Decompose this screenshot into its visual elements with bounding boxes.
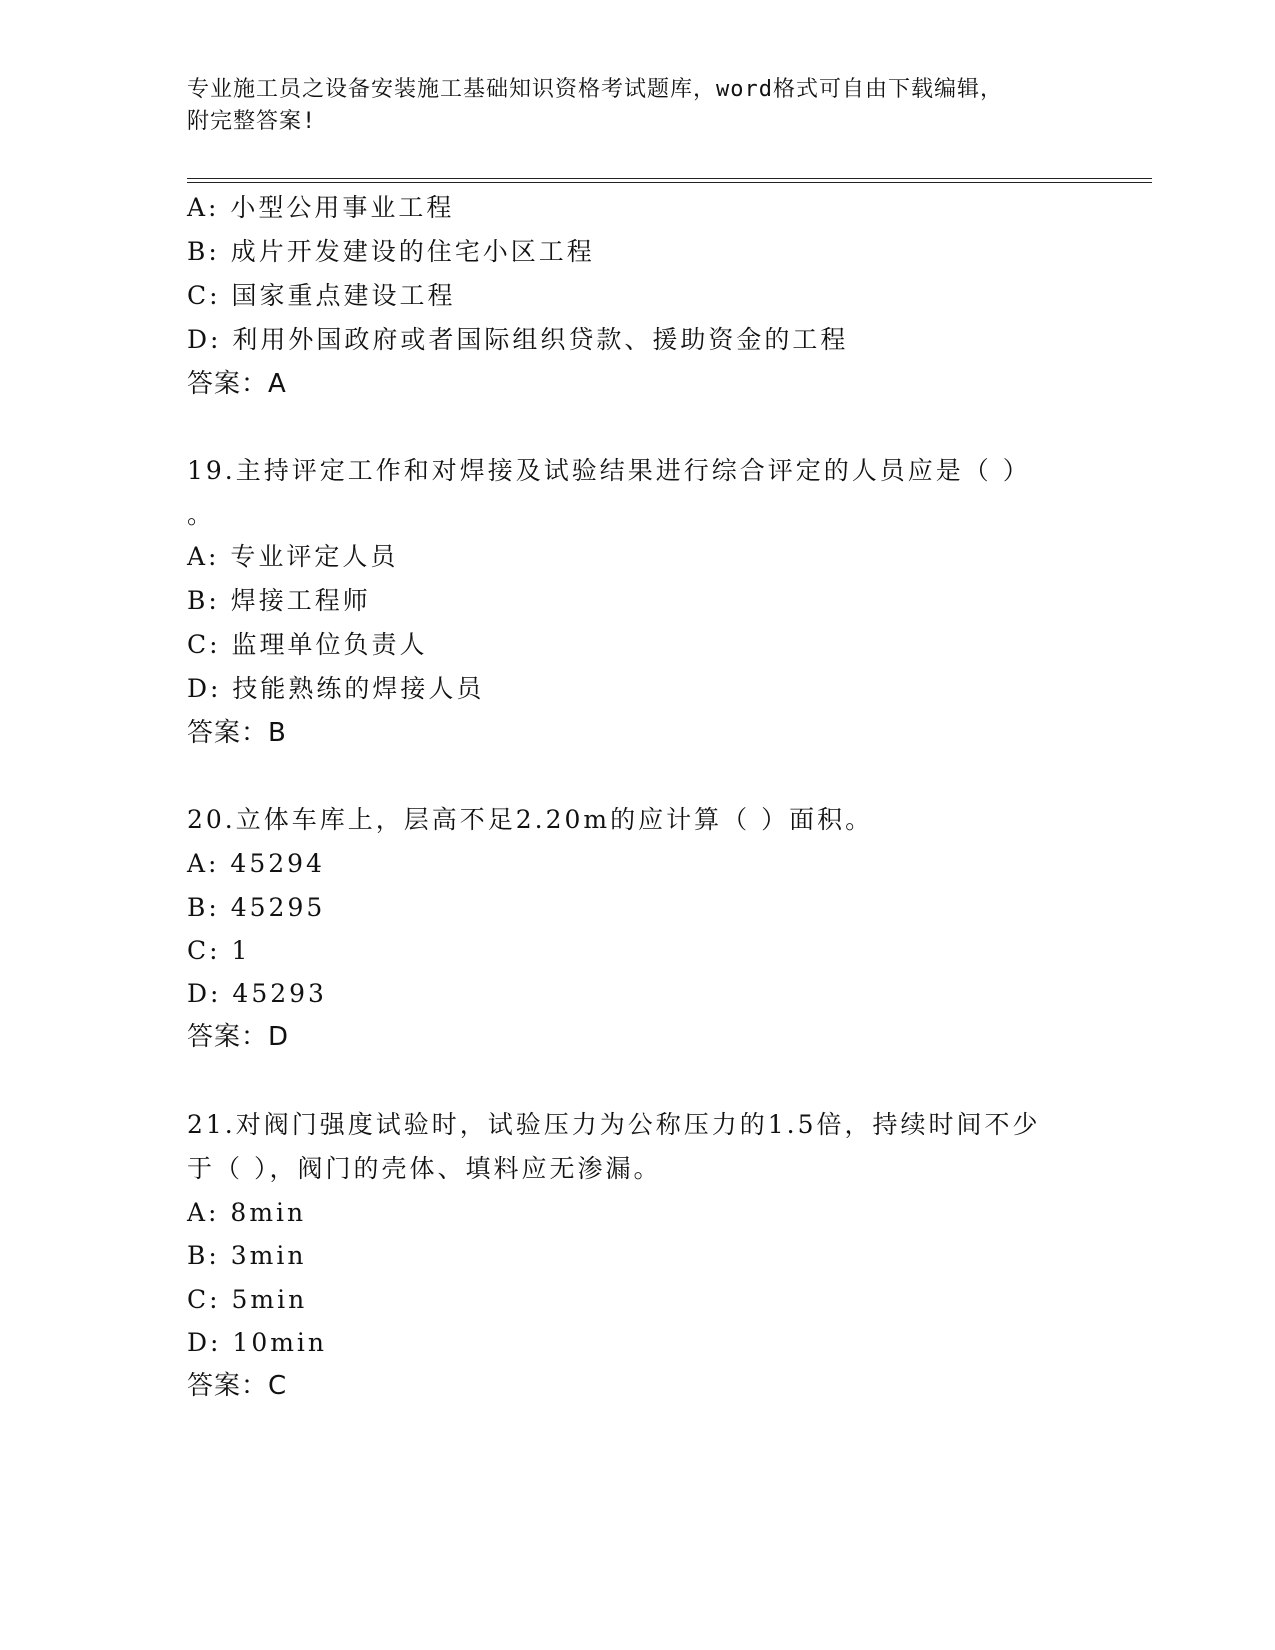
q19-option-b: B: 焊接工程师 xyxy=(187,586,371,615)
q18-option-d: D: 利用外国政府或者国际组织贷款、援助资金的工程 xyxy=(187,325,849,354)
q18-answer: 答案：A xyxy=(187,369,287,399)
q19-question-line-2: 。 xyxy=(187,500,216,529)
q18-option-a: A: 小型公用事业工程 xyxy=(187,193,455,222)
q21-option-a: A: 8min xyxy=(187,1198,307,1227)
q19-option-c: C: 监理单位负责人 xyxy=(187,630,428,659)
header-divider-top xyxy=(187,178,1152,179)
q21-question-line-1: 21.对阀门强度试验时，试验压力为公称压力的1.5倍，持续时间不少 xyxy=(187,1110,1041,1139)
q21-answer: 答案：C xyxy=(187,1371,288,1401)
q19-option-a: A: 专业评定人员 xyxy=(187,542,399,571)
q18-option-b: B: 成片开发建设的住宅小区工程 xyxy=(187,237,595,266)
q20-question-line-1: 20.立体车库上，层高不足2.20m的应计算（ ）面积。 xyxy=(187,805,874,834)
q21-option-b: B: 3min xyxy=(187,1241,307,1270)
q20-option-d: D: 45293 xyxy=(187,979,327,1008)
q20-option-c: C: 1 xyxy=(187,936,251,965)
q21-option-c: C: 5min xyxy=(187,1285,308,1314)
q19-question-line-1: 19.主持评定工作和对焊接及试验结果进行综合评定的人员应是（ ） xyxy=(187,456,1031,485)
q21-option-d: D: 10min xyxy=(187,1328,328,1357)
q19-answer: 答案：B xyxy=(187,718,287,748)
header-divider-bottom xyxy=(187,182,1152,183)
q18-option-c: C: 国家重点建设工程 xyxy=(187,281,456,310)
q20-answer: 答案：D xyxy=(187,1022,290,1052)
header-line-2: 附完整答案! xyxy=(187,109,317,134)
q20-option-b: B: 45295 xyxy=(187,893,326,922)
document-header xyxy=(187,74,1087,138)
q20-option-a: A: 45294 xyxy=(187,849,325,878)
q21-question-line-2: 于（ ），阀门的壳体、填料应无渗漏。 xyxy=(187,1154,662,1183)
q19-option-d: D: 技能熟练的焊接人员 xyxy=(187,674,485,703)
header-line-1: 专业施工员之设备安装施工基础知识资格考试题库，word格式可自由下载编辑， xyxy=(187,77,1003,102)
